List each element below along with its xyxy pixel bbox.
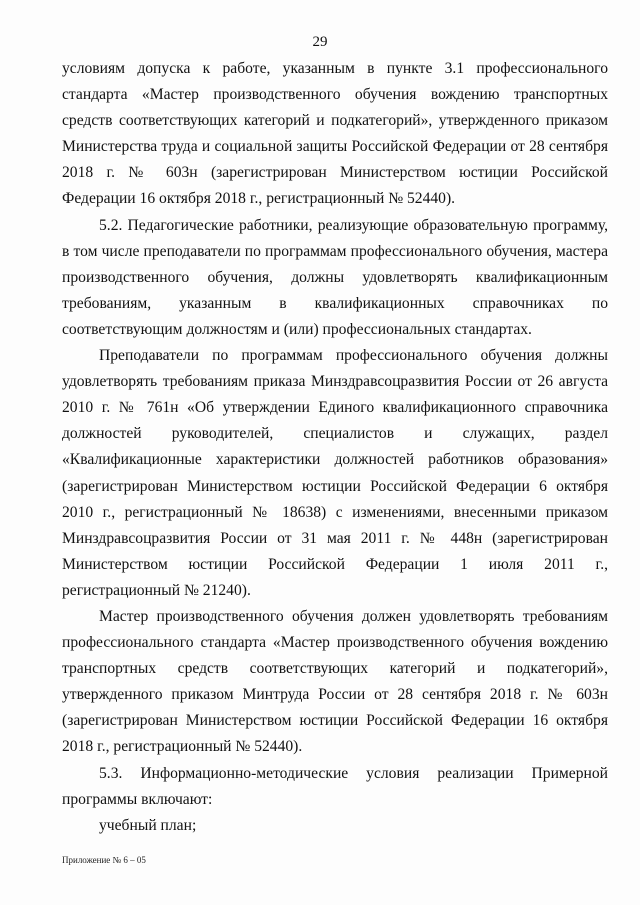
paragraph-5-3: 5.3. Информационно-методические условия реализации Примерной программы включают:: [62, 764, 608, 808]
page-number: 29: [312, 34, 328, 50]
paragraph-master-requirements: Мастер производственного обучения должен удовлетворять требованиям профессионального стандарта «Мастер производственного обучения вождению транспортных средств соответствующих категорий и подкатегорий», утвержденного приказом Минтруда России от 28 сентября 2018 г. № 603н (зарегистрирован Министерством юстиции Российской Федерации 16 октября 2018 г., регистрационный № 52440).: [62, 607, 608, 756]
paragraph-5-2: 5.2. Педагогические работники, реализующие образовательную программу, в том числе преподаватели по программам профессионального обучения, мастера производственного обучения, должны удовлетворять квалификационным требованиям, указанным в квалификационных справочниках по соответствующим должностям и (или) профессиональных стандартах.: [62, 216, 608, 338]
document-body: [62, 56, 608, 839]
paragraph-teachers-requirements: Преподаватели по программам профессионального обучения должны удовлетворять требованиям приказа Минздравсоцразвития России от 26 августа 2010 г. № 761н «Об утверждении Единого квалификационного справочника должностей руководителей, специалистов и служащих, раздел «Квалификационные характеристики должностей работников образования» (зарегистрирован Министерством юстиции Российской Федерации 6 октября 2010 г., регистрационный № 18638) с изменениями, внесенными приказом Минздравсоцразвития России от 31 мая 2011 г. № 448н (зарегистрирован Министерством юстиции Российской Федерации 1 июля 2011 г., регистрационный № 21240).: [62, 347, 608, 599]
paragraph-continuation: условиям допуска к работе, указанным в пункте 3.1 профессионального стандарта «Мастер производственного обучения вождению транспортных средств соответствующих категорий и подкатегорий», утвержденного приказом Министерства труда и социальной защиты Российской Федерации от 28 сентября 2018 г. № 603н (зарегистрирован Министерством юстиции Российской Федерации 16 октября 2018 г., регистрационный № 52440).: [62, 60, 608, 208]
list-item-curriculum: учебный план;: [99, 816, 197, 834]
footer-note: Приложение № 6 – 05: [62, 855, 146, 865]
